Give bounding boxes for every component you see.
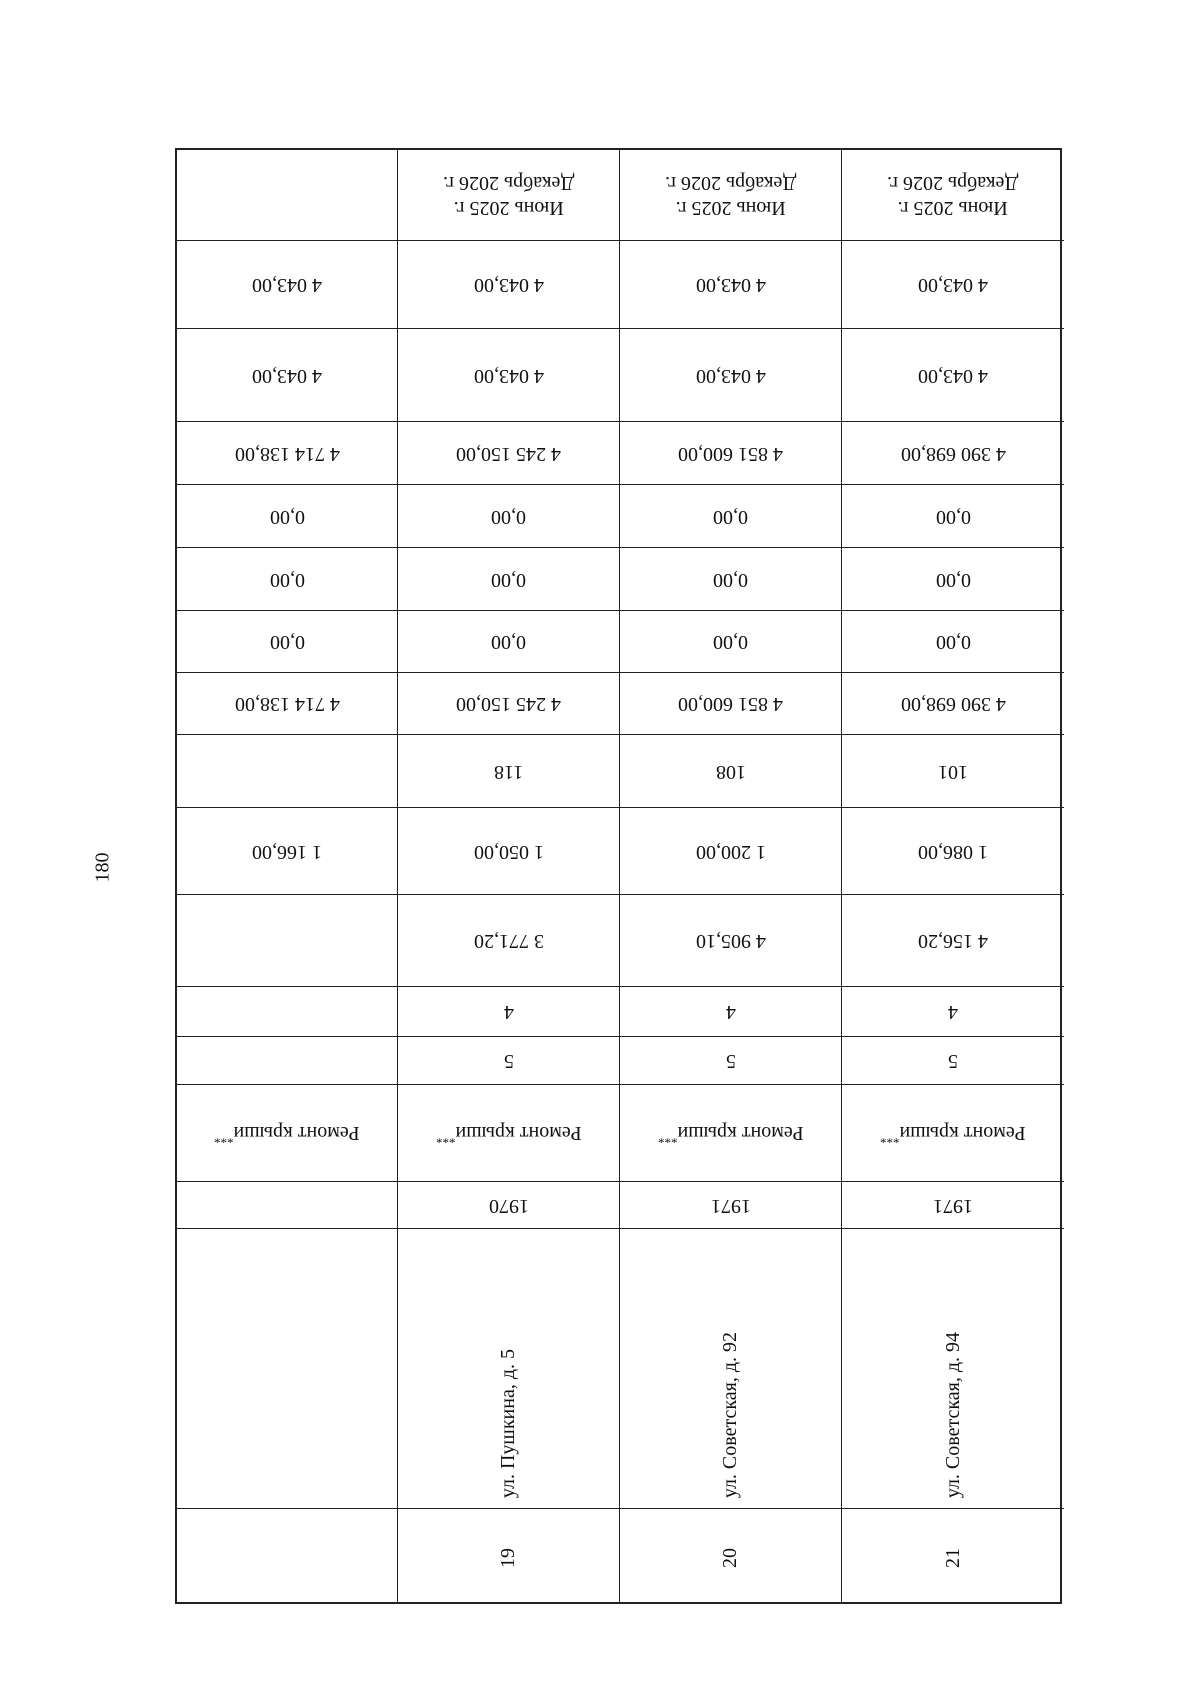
table-cell-work (620, 1085, 841, 1182)
table-cell-area2 (842, 895, 1064, 987)
table-cell-address (177, 1229, 397, 1509)
document-table (175, 148, 1062, 1604)
cell-value: 4 390 698,00 (900, 442, 1006, 465)
cell-value: 4 905,10 (695, 930, 766, 952)
cell-value: 4 (503, 1001, 514, 1023)
cell-value: 4 245 150,00 (456, 442, 561, 465)
cell-value: 0,00 (269, 505, 305, 528)
period-end: Декабрь 2026 г. (442, 172, 575, 194)
table-cell-v4 (620, 485, 841, 548)
table-cell-period (398, 150, 619, 241)
table-cell-v4 (398, 485, 619, 548)
cell-value: 1 086,00 (918, 840, 988, 863)
table-cell-floors (177, 1037, 397, 1085)
table-cell-v4 (177, 485, 397, 548)
period-end: Декабрь 2026 г. (887, 172, 1019, 194)
table-cell-area1 (177, 808, 397, 895)
work-label: Ремонт крыши (233, 1121, 360, 1144)
table-cell-year (398, 1182, 619, 1229)
table-cell-v6 (398, 611, 619, 673)
period-text (443, 170, 574, 220)
table-cell-v7 (620, 673, 841, 735)
cell-value: 0,00 (713, 568, 748, 591)
table-cell-residents (842, 735, 1064, 808)
cell-value: 108 (715, 760, 746, 783)
cell-value: 0,00 (713, 631, 748, 653)
table-cell-year (842, 1182, 1064, 1229)
cell-value: 4 (948, 1001, 958, 1023)
cell-value: 0,00 (935, 505, 971, 528)
work-label: Ремонт крыши (677, 1121, 804, 1144)
work-type (214, 1120, 360, 1147)
cell-value: 0,00 (491, 568, 526, 591)
period-text (887, 170, 1018, 220)
table-cell-v1 (398, 241, 619, 329)
table-cell-period (620, 150, 841, 241)
work-type (880, 1120, 1026, 1147)
table-cell-work (842, 1085, 1064, 1182)
row-number: 19 (497, 1547, 519, 1568)
period-text (665, 170, 796, 220)
table-cell-floors (842, 1037, 1064, 1085)
table-cell-address (620, 1229, 841, 1509)
cell-value: 1970 (488, 1194, 529, 1217)
table-cell-v1 (842, 241, 1064, 329)
table-cell-v6 (620, 611, 841, 673)
work-type (436, 1120, 582, 1147)
cell-value: 4 714 138,00 (234, 693, 340, 715)
period-start: Июнь 2025 г. (675, 197, 786, 219)
cell-value: 5 (725, 1050, 736, 1072)
table-cell-residents (177, 735, 397, 808)
table-cell-v7 (842, 673, 1064, 735)
cell-value: 4 043,00 (473, 274, 544, 296)
cell-value: 4 043,00 (695, 364, 766, 387)
cell-value: 0,00 (491, 505, 526, 528)
period-start: Июнь 2025 г. (897, 197, 1009, 219)
table-cell-v2 (620, 329, 841, 422)
table-cell-year (177, 1182, 397, 1229)
table-cell-residents (620, 735, 841, 808)
cell-value: 4 (725, 1001, 736, 1023)
table-cell-v1 (620, 241, 841, 329)
table-cell-residents (398, 735, 619, 808)
cell-value: 4 851 600,00 (678, 442, 783, 465)
table-column (842, 150, 1064, 1602)
cell-value: 1 050,00 (473, 840, 544, 863)
work-type (658, 1120, 804, 1147)
table-cell-v5 (177, 548, 397, 611)
table-cell-v5 (398, 548, 619, 611)
table-cell-v3 (177, 422, 397, 485)
table-cell-area2 (177, 895, 397, 987)
table-cell-period (177, 150, 397, 241)
table-cell-v7 (398, 673, 619, 735)
cell-value: 4 156,20 (918, 930, 988, 952)
table-cell-v2 (842, 329, 1064, 422)
cell-value: 5 (948, 1050, 958, 1072)
footnote-mark: *** (214, 1131, 234, 1147)
table-cell-work (177, 1085, 397, 1182)
table-cell-address (398, 1229, 619, 1509)
cell-value: 4 043,00 (252, 364, 322, 387)
table-cell-area2 (620, 895, 841, 987)
cell-value: 4 043,00 (252, 274, 322, 296)
cell-value: 1971 (933, 1194, 973, 1217)
table-cell-entrances (842, 987, 1064, 1037)
table-cell-v3 (842, 422, 1064, 485)
table-cell-num (842, 1509, 1064, 1606)
cell-value: 101 (938, 760, 968, 783)
address-text: ул. Советская, д. 94 (941, 1331, 964, 1498)
cell-value: 4 043,00 (918, 274, 988, 296)
period-end: Декабрь 2026 г. (664, 172, 797, 194)
address-text: ул. Советская, д. 92 (719, 1331, 741, 1498)
table-cell-work (398, 1085, 619, 1182)
table-cell-floors (398, 1037, 619, 1085)
table-cell-v2 (177, 329, 397, 422)
cell-value: 3 771,20 (473, 930, 544, 952)
table-cell-v2 (398, 329, 619, 422)
table-cell-v3 (398, 422, 619, 485)
cell-value: 118 (493, 760, 524, 783)
table-column (620, 150, 842, 1602)
table-cell-v6 (842, 611, 1064, 673)
cell-value: 1 200,00 (695, 840, 766, 863)
table-cell-address (842, 1229, 1064, 1509)
table-cell-v5 (620, 548, 841, 611)
cell-value: 1971 (710, 1194, 751, 1217)
table-column (177, 150, 398, 1602)
cell-value: 4 851 600,00 (678, 693, 783, 715)
table-cell-num (177, 1509, 397, 1606)
cell-value: 0,00 (491, 631, 526, 653)
cell-value: 4 043,00 (918, 364, 988, 387)
table-cell-entrances (398, 987, 619, 1037)
table-cell-year (620, 1182, 841, 1229)
cell-value: 0,00 (269, 631, 305, 653)
cell-value: 0,00 (935, 631, 971, 653)
work-label: Ремонт крыши (455, 1121, 582, 1144)
footnote-mark: *** (657, 1131, 678, 1147)
cell-value: 0,00 (269, 568, 305, 591)
table-cell-v5 (842, 548, 1064, 611)
table-cell-v4 (842, 485, 1064, 548)
cell-value: 4 043,00 (695, 274, 766, 296)
cell-value: 0,00 (935, 568, 971, 591)
cell-value: 5 (503, 1050, 514, 1072)
table-cell-v1 (177, 241, 397, 329)
table-cell-area2 (398, 895, 619, 987)
row-number: 20 (719, 1547, 741, 1568)
cell-value: 1 166,00 (252, 840, 322, 863)
table-column (398, 150, 620, 1602)
footnote-mark: *** (880, 1131, 900, 1147)
table-cell-v6 (177, 611, 397, 673)
cell-value: 4 714 138,00 (234, 442, 340, 465)
table-cell-entrances (177, 987, 397, 1037)
table-cell-v3 (620, 422, 841, 485)
table-cell-period (842, 150, 1064, 241)
page-number: 180 (91, 852, 114, 883)
work-label: Ремонт крыши (899, 1121, 1026, 1144)
table-cell-area1 (398, 808, 619, 895)
cell-value: 0,00 (713, 505, 748, 528)
table-cell-floors (620, 1037, 841, 1085)
cell-value: 4 043,00 (473, 364, 544, 387)
table-cell-num (620, 1509, 841, 1606)
table-cell-area1 (620, 808, 841, 895)
table-cell-entrances (620, 987, 841, 1037)
period-start: Июнь 2025 г. (453, 197, 564, 219)
cell-value: 4 390 698,00 (900, 693, 1006, 715)
cell-value: 4 245 150,00 (456, 693, 561, 715)
row-number: 21 (941, 1547, 964, 1568)
table-cell-area1 (842, 808, 1064, 895)
footnote-mark: *** (435, 1131, 456, 1147)
table-cell-v7 (177, 673, 397, 735)
address-text: ул. Пушкина, д. 5 (497, 1348, 519, 1498)
table-cell-num (398, 1509, 619, 1606)
